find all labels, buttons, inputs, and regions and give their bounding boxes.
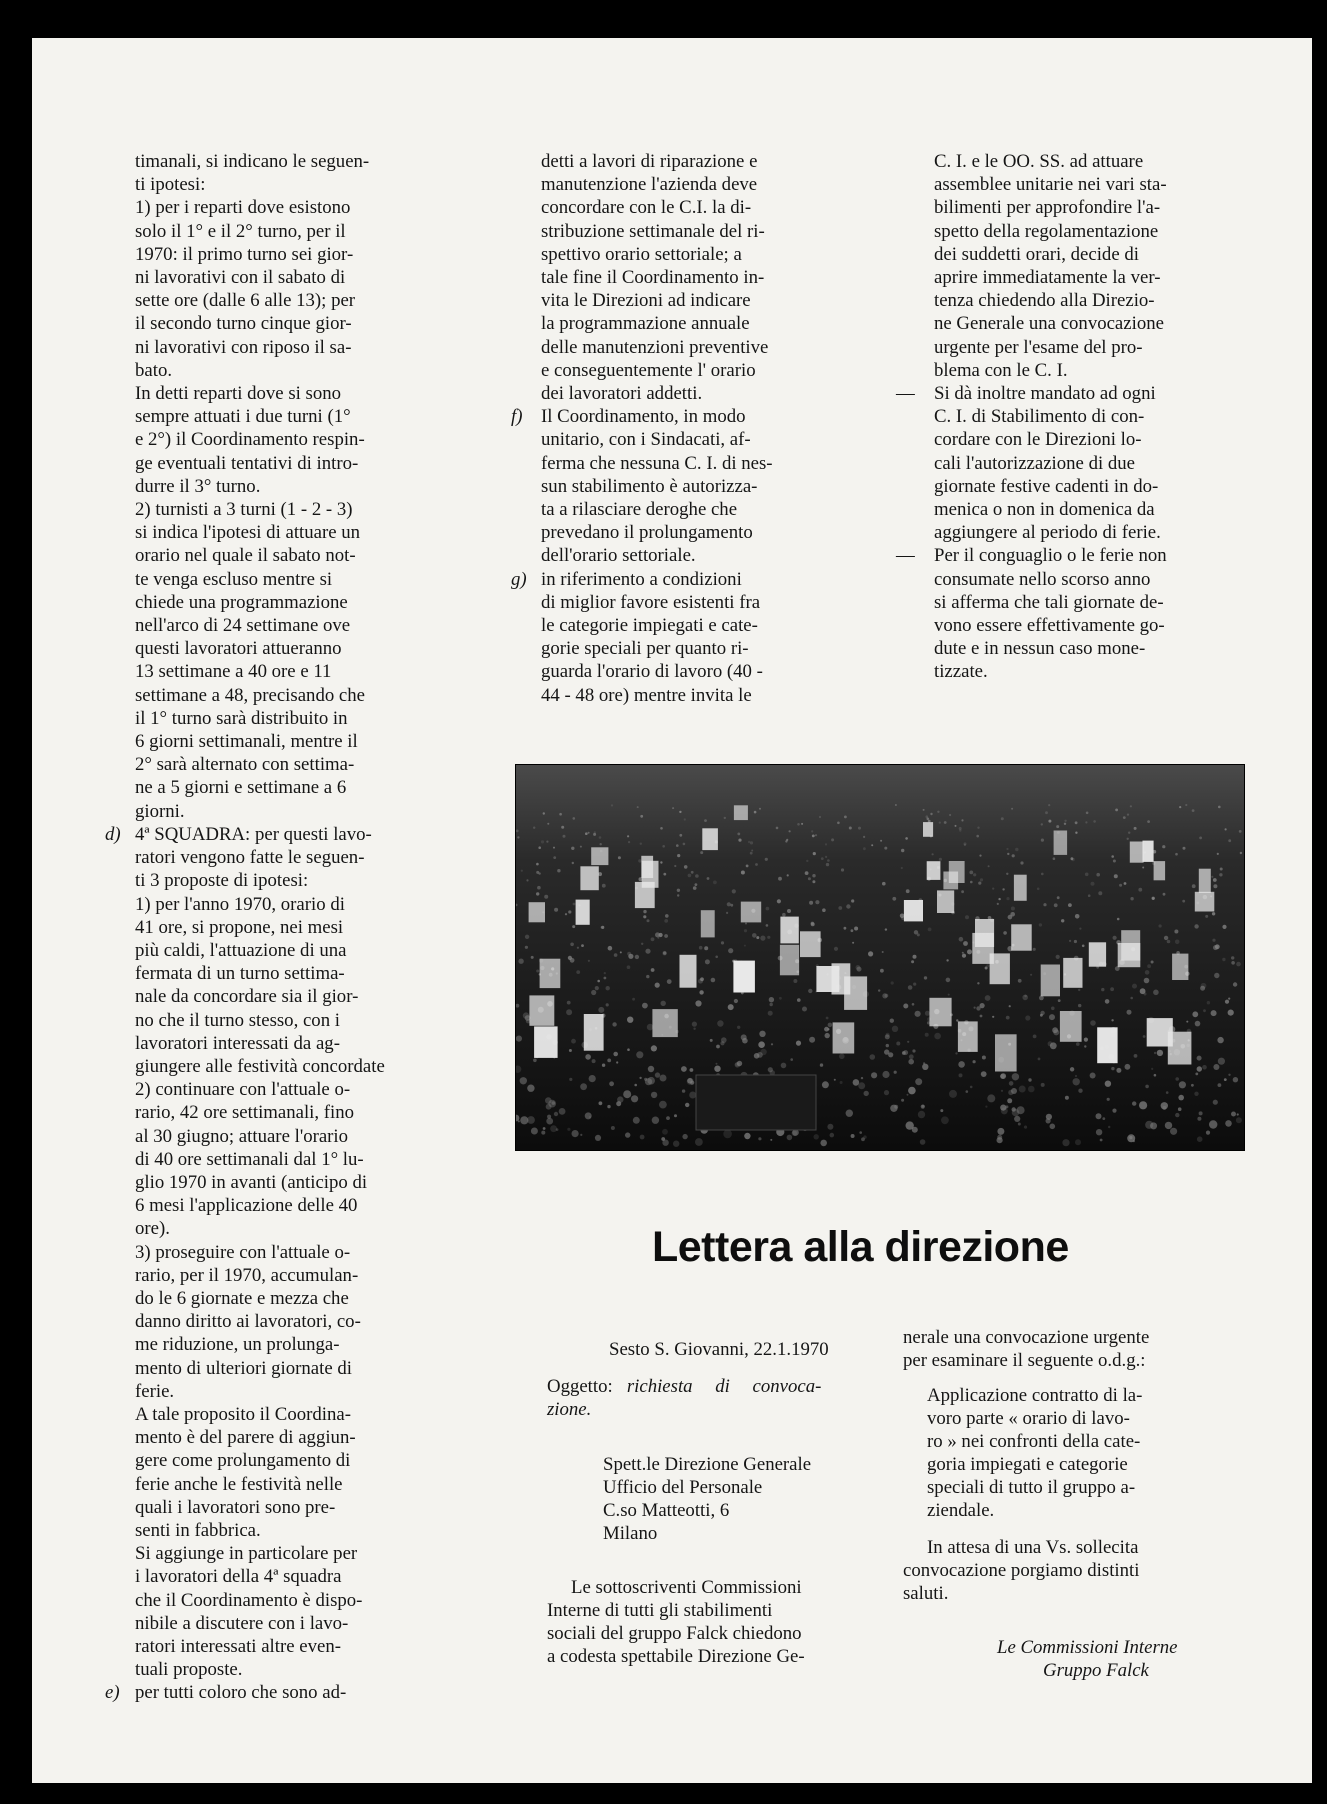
text-line: i lavoratori della 4ª squadra bbox=[135, 1566, 342, 1588]
item-label: f) bbox=[511, 406, 523, 428]
column-2 bbox=[511, 150, 773, 707]
column-1 bbox=[105, 150, 385, 1705]
text-line: ge eventuali tentativi di intro- bbox=[135, 452, 359, 474]
text-line: glio 1970 in avanti (anticipo di bbox=[135, 1171, 368, 1193]
text-content: in riferimento a condizioni bbox=[541, 568, 742, 590]
text-line: bato. bbox=[135, 359, 173, 381]
text-line: concordare con le C.I. la di- bbox=[541, 197, 752, 219]
letter-date: Sesto S. Giovanni, 22.1.1970 bbox=[609, 1339, 829, 1360]
subject-text: richiesta di convoca- bbox=[626, 1376, 822, 1397]
text-content: Il Coordinamento, in modo bbox=[541, 406, 746, 428]
text-line: guarda l'orario di lavoro (40 - bbox=[541, 661, 763, 683]
text-line: ta a rilasciare deroghe che bbox=[541, 499, 738, 521]
text-line: fermata di un turno settima- bbox=[135, 963, 345, 985]
recipient-address bbox=[603, 1453, 829, 1545]
text-line: vono essere effettivamente go- bbox=[934, 615, 1165, 637]
text-line: ti ipotesi: bbox=[135, 174, 206, 196]
text-line: ferie. bbox=[135, 1380, 175, 1402]
agenda-line: voro parte « orario di lavo- bbox=[927, 1408, 1130, 1429]
text-line bbox=[511, 568, 773, 591]
text-line: A tale proposito il Coordina- bbox=[135, 1403, 351, 1425]
text-line: quali i lavoratori sono pre- bbox=[135, 1496, 336, 1518]
text-line: tuali proposte. bbox=[135, 1659, 243, 1681]
text-line: dell'orario settoriale. bbox=[541, 545, 696, 567]
letter-right-column bbox=[903, 1326, 1178, 1682]
text-line: solo il 1° e il 2° turno, per il bbox=[135, 220, 346, 242]
text-line: 41 ore, si propone, nei mesi bbox=[135, 916, 344, 938]
text-line: rario, per il 1970, accumulan- bbox=[135, 1264, 359, 1286]
text-line: sette ore (dalle 6 alle 13); per bbox=[135, 290, 356, 312]
text-line: 1) per l'anno 1970, orario di bbox=[135, 893, 345, 915]
text-line: aprire immediatamente la ver- bbox=[934, 267, 1161, 289]
text-line: ne a 5 giorni e settimane a 6 bbox=[135, 777, 347, 799]
text-line: no che il turno stesso, con i bbox=[135, 1009, 340, 1031]
text-line: tenza chiedendo alla Direzio- bbox=[934, 290, 1155, 312]
text-line: si indica l'ipotesi di attuare un bbox=[135, 522, 361, 544]
text-line: più caldi, l'attuazione di una bbox=[135, 939, 347, 961]
text-line: sempre attuati i due turni (1° bbox=[135, 406, 351, 428]
agenda-line: ro » nei confronti della cate- bbox=[927, 1431, 1141, 1452]
text-line: dei lavoratori addetti. bbox=[541, 383, 703, 405]
text-content: Si dà inoltre mandato ad ogni bbox=[934, 383, 1156, 405]
text-line: ferma che nessuna C. I. di nes- bbox=[541, 452, 773, 474]
text-line: 6 giorni settimanali, mentre il bbox=[135, 731, 358, 753]
text-line: mento è del parere di aggiun- bbox=[135, 1427, 356, 1449]
text-line: si afferma che tali giornate de- bbox=[934, 591, 1164, 613]
text-line: 2° sarà alternato con settima- bbox=[135, 754, 355, 776]
text-line: 13 settimane a 40 ore e 11 bbox=[135, 661, 332, 683]
text-line: nibile a discutere con i lavo- bbox=[135, 1612, 349, 1634]
item-label: g) bbox=[511, 568, 527, 590]
text-line: 44 - 48 ore) mentre invita le bbox=[541, 684, 752, 706]
text-line: giungere alle festività concordate bbox=[135, 1055, 385, 1077]
text-line bbox=[896, 544, 1167, 567]
text-line: al 30 giugno; attuare l'orario bbox=[135, 1125, 349, 1147]
dash-bullet: — bbox=[896, 545, 915, 567]
signature-line: Le Commissioni Interne bbox=[997, 1637, 1178, 1658]
letter-body bbox=[547, 1576, 829, 1668]
signature-line: Gruppo Falck bbox=[1043, 1660, 1149, 1681]
text-line: C. I. di Stabilimento di con- bbox=[934, 406, 1145, 428]
text-line: tale fine il Coordinamento in- bbox=[541, 267, 765, 289]
closing bbox=[903, 1536, 1178, 1605]
text-line: di miglior favore esistenti fra bbox=[541, 591, 761, 613]
text-line: mento di ulteriori giornate di bbox=[135, 1357, 352, 1379]
text-line: In detti reparti dove si sono bbox=[135, 383, 342, 405]
text-line: questi lavoratori attueranno bbox=[135, 638, 342, 660]
subject-text-cont: zione. bbox=[547, 1399, 592, 1420]
address-line: Ufficio del Personale bbox=[603, 1477, 763, 1498]
text-line: do le 6 giornate e mezza che bbox=[135, 1287, 349, 1309]
text-line: di 40 ore settimanali dal 1° lu- bbox=[135, 1148, 364, 1170]
text-line: danno diritto ai lavoratori, co- bbox=[135, 1311, 361, 1333]
text-line: sun stabilimento è autorizza- bbox=[541, 475, 758, 497]
text-line: blema con le C. I. bbox=[934, 359, 1068, 381]
text-line: 3) proseguire con l'attuale o- bbox=[135, 1241, 351, 1263]
agenda-item bbox=[927, 1384, 1178, 1522]
text-line: giornate festive cadenti in do- bbox=[934, 475, 1159, 497]
agenda-line: goria impiegati e categorie bbox=[927, 1454, 1128, 1475]
text-line: ne Generale una convocazione bbox=[934, 313, 1164, 335]
text-line: 2) continuare con l'attuale o- bbox=[135, 1079, 351, 1101]
letter-left-column bbox=[547, 1338, 829, 1668]
text-line: delle manutenzioni preventive bbox=[541, 336, 769, 358]
text-line: ti 3 proposte di ipotesi: bbox=[135, 870, 309, 892]
text-line: detti a lavori di riparazione e bbox=[541, 151, 758, 172]
body-line: Le sottoscriventi Commissioni bbox=[571, 1577, 802, 1598]
text-line: bilimenti per approfondire l'a- bbox=[934, 197, 1161, 219]
article-headline: Lettera alla direzione bbox=[652, 1223, 1069, 1271]
text-line: senti in fabbrica. bbox=[135, 1519, 261, 1541]
subject-label: Oggetto: bbox=[547, 1376, 613, 1397]
text-line: chiede una programmazione bbox=[135, 591, 348, 613]
text-line: il 1° turno sarà distribuito in bbox=[135, 707, 348, 729]
text-line: aggiungere al periodo di ferie. bbox=[934, 522, 1161, 544]
demonstration-photo bbox=[515, 764, 1245, 1151]
closing-line: convocazione porgiamo distinti bbox=[903, 1560, 1140, 1581]
text-line: gorie speciali per quanto ri- bbox=[541, 638, 749, 660]
text-line: dei suddetti orari, decide di bbox=[934, 243, 1139, 265]
agenda-line: Applicazione contratto di la- bbox=[927, 1385, 1143, 1406]
text-line: assemblee unitarie nei vari sta- bbox=[934, 174, 1167, 196]
text-line: la programmazione annuale bbox=[541, 313, 750, 335]
text-line: prevedano il prolungamento bbox=[541, 522, 753, 544]
crowd-image bbox=[516, 765, 1244, 1150]
text-line: te venga escluso mentre si bbox=[135, 568, 333, 590]
text-line: 6 mesi l'applicazione delle 40 bbox=[135, 1195, 358, 1217]
item-label: d) bbox=[105, 823, 121, 845]
text-line: nell'arco di 24 settimane ove bbox=[135, 615, 351, 637]
text-line: unitario, con i Sindacati, af- bbox=[541, 429, 751, 451]
text-line: ore). bbox=[135, 1218, 170, 1240]
text-line bbox=[105, 823, 385, 846]
text-line: gere come prolungamento di bbox=[135, 1450, 351, 1472]
body-line: Interne di tutti gli stabilimenti bbox=[547, 1600, 773, 1621]
item-label: e) bbox=[105, 1682, 120, 1704]
text-line: durre il 3° turno. bbox=[135, 475, 261, 497]
text-line: stribuzione settimanale del ri- bbox=[541, 220, 765, 242]
dash-bullet: — bbox=[896, 383, 915, 405]
text-line bbox=[511, 405, 773, 428]
address-line: Milano bbox=[603, 1523, 658, 1544]
magazine-page bbox=[32, 38, 1312, 1783]
text-line: cali l'autorizzazione di due bbox=[934, 452, 1136, 474]
text-line: vita le Direzioni ad indicare bbox=[541, 290, 751, 312]
text-line: 1) per i reparti dove esistono bbox=[135, 197, 351, 219]
text-line: 2) turnisti a 3 turni (1 - 2 - 3) bbox=[135, 499, 353, 521]
agenda-line: ziendale. bbox=[927, 1500, 995, 1521]
text-line: ni lavorativi con il sabato di bbox=[135, 267, 346, 289]
text-line: consumate nello scorso anno bbox=[934, 568, 1151, 590]
text-line: C. I. e le OO. SS. ad attuare bbox=[934, 151, 1144, 172]
body-line: a codesta spettabile Direzione Ge- bbox=[547, 1646, 805, 1667]
text-line: menica o non in domenica da bbox=[934, 499, 1155, 521]
text-line: cordare con le Direzioni lo- bbox=[934, 429, 1142, 451]
text-line: ni lavorativi con riposo il sa- bbox=[135, 336, 352, 358]
text-line: rario, 42 ore settimanali, fino bbox=[135, 1102, 355, 1124]
closing-line: saluti. bbox=[903, 1583, 949, 1604]
text-line: spettivo orario settoriale; a bbox=[541, 243, 742, 265]
text-line: lavoratori interessati da ag- bbox=[135, 1032, 340, 1054]
address-line: Spett.le Direzione Generale bbox=[603, 1454, 812, 1475]
text-line: e 2°) il Coordinamento respin- bbox=[135, 429, 365, 451]
text-line: manutenzione l'azienda deve bbox=[541, 174, 758, 196]
text-line: settimane a 48, precisando che bbox=[135, 684, 365, 706]
body-line: per esaminare il seguente o.d.g.: bbox=[903, 1350, 1146, 1371]
address-line: C.so Matteotti, 6 bbox=[603, 1500, 730, 1521]
body-line: nerale una convocazione urgente bbox=[903, 1327, 1150, 1348]
column-3 bbox=[896, 150, 1167, 684]
text-line: il secondo turno cinque gior- bbox=[135, 313, 352, 335]
text-line: dute e in nessun caso mone- bbox=[934, 638, 1146, 660]
text-line bbox=[896, 382, 1167, 405]
text-line: orario nel quale il sabato not- bbox=[135, 545, 356, 567]
text-content: 4ª SQUADRA: per questi lavo- bbox=[135, 823, 372, 845]
agenda-line: speciali di tutto il gruppo a- bbox=[927, 1477, 1136, 1498]
text-line: me riduzione, un prolunga- bbox=[135, 1334, 340, 1356]
text-line: spetto della regolamentazione bbox=[934, 220, 1159, 242]
text-line: ratori interessati altre even- bbox=[135, 1636, 341, 1657]
text-line bbox=[105, 1681, 385, 1704]
text-line: tizzate. bbox=[934, 661, 988, 683]
text-line: che il Coordinamento è dispo- bbox=[135, 1589, 363, 1611]
text-line: ferie anche le festività nelle bbox=[135, 1473, 343, 1495]
body-line: sociali del gruppo Falck chiedono bbox=[547, 1623, 802, 1644]
text-line: timanali, si indicano le seguen- bbox=[135, 151, 370, 172]
text-line: ratori vengono fatte le seguen- bbox=[135, 847, 365, 869]
text-line: giorni. bbox=[135, 800, 185, 822]
text-content: Per il conguaglio o le ferie non bbox=[934, 545, 1167, 567]
text-line: nale da concordare sia il gior- bbox=[135, 986, 359, 1008]
text-line: 1970: il primo turno sei gior- bbox=[135, 243, 354, 265]
text-line: urgente per l'esame del pro- bbox=[934, 336, 1143, 358]
text-line: e conseguentemente l' orario bbox=[541, 359, 756, 381]
text-line: Si aggiunge in particolare per bbox=[135, 1543, 358, 1565]
text-content: per tutti coloro che sono ad- bbox=[135, 1682, 347, 1704]
closing-line: In attesa di una Vs. sollecita bbox=[927, 1537, 1139, 1558]
text-line: le categorie impiegati e cate- bbox=[541, 615, 758, 637]
